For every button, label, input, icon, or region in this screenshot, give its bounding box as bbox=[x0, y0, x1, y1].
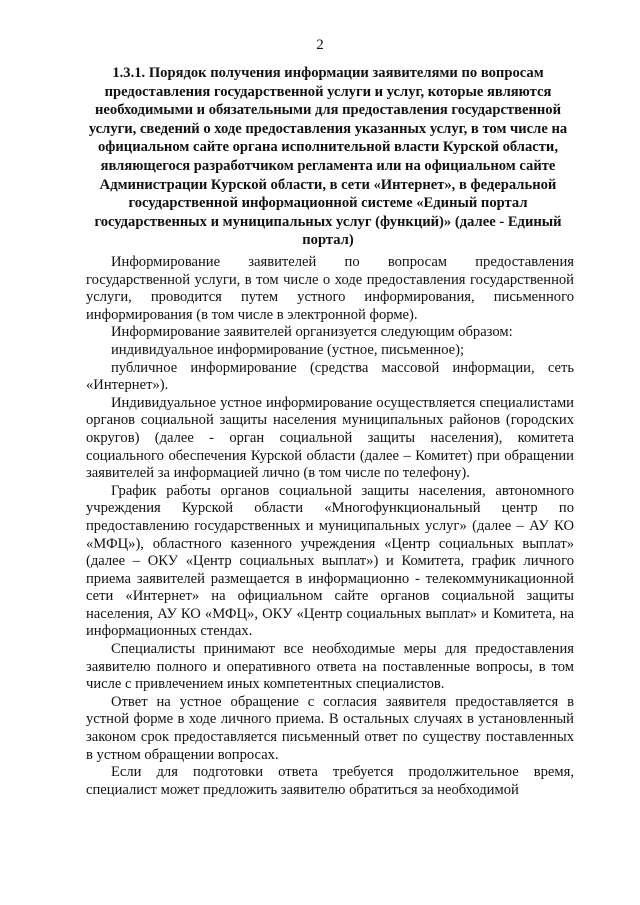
body-text bbox=[86, 254, 574, 799]
paragraph: График работы органов социальной защиты населения, автономного учреждения Курской области «Многофункциональный центр по предоставлению государственных и муниципальных услуг» (далее – АУ КО «МФЦ»), областного казенного учреждения «Центр социальных выплат» (далее – ОКУ «Центр социальных выплат») и Комитета, график личного приема заявителей размещается в информационно - телекоммуникационной сети «Интернет» на официальном сайте органов социальной защиты населения, АУ КО «МФЦ», ОКУ «Центр социальных выплат» и Комитета, на информационных стендах. bbox=[86, 482, 574, 640]
paragraph: Информирование заявителей организуется следующим образом: bbox=[111, 324, 513, 341]
paragraph: Индивидуальное устное информирование осуществляется специалистами органов социальной защиты населения муниципальных районов (городских округов) (далее - орган социальной защиты населения), комитета социального обеспечения Курской области (далее – Комитет) при обращении заявителей за информацией лично (в том числе по телефону). bbox=[86, 394, 574, 482]
section-heading: 1.3.1. Порядок получения информации заявителями по вопросам предоставления государственной услуги и услуг, которые являются необходимыми и обязательными для предоставления государственной услуги, сведений о ходе предоставления указанных услуг, в том числе на официальном сайте органа исполнительной власти Курской области, являющегося разработчиком регламента или на официальном сайте Администрации Курской области, в сети «Интернет», в федеральной государственной информационной системе «Единый портал государственных и муниципальных услуг (функций)» (далее - Единый портал) bbox=[88, 65, 568, 249]
paragraph: Ответ на устное обращение с согласия заявителя предоставляется в устной форме в ходе личного приема. В остальных случаях в установленный законом срок предоставляется письменный ответ по существу поставленных в устном обращении вопросах. bbox=[86, 693, 574, 763]
paragraph: Если для подготовки ответа требуется продолжительное время, специалист может предложить заявителю обратиться за необходимой bbox=[86, 764, 574, 798]
paragraph: индивидуальное информирование (устное, письменное); bbox=[111, 341, 465, 358]
page-number: 2 bbox=[316, 37, 324, 53]
paragraph: публичное информирование (средства массовой информации, сеть «Интернет»). bbox=[86, 359, 574, 394]
paragraph: Специалисты принимают все необходимые меры для предоставления заявителю полного и оперативного ответа на поставленные вопросы, в том числе с привлечением иных компетентных специалистов. bbox=[86, 641, 574, 693]
paragraph: Информирование заявителей по вопросам предоставления государственной услуги, в том числе о ходе предоставления государственной услуги, проводится путем устного информирования, письменного информирования (в том числе в электронной форме). bbox=[86, 254, 574, 323]
